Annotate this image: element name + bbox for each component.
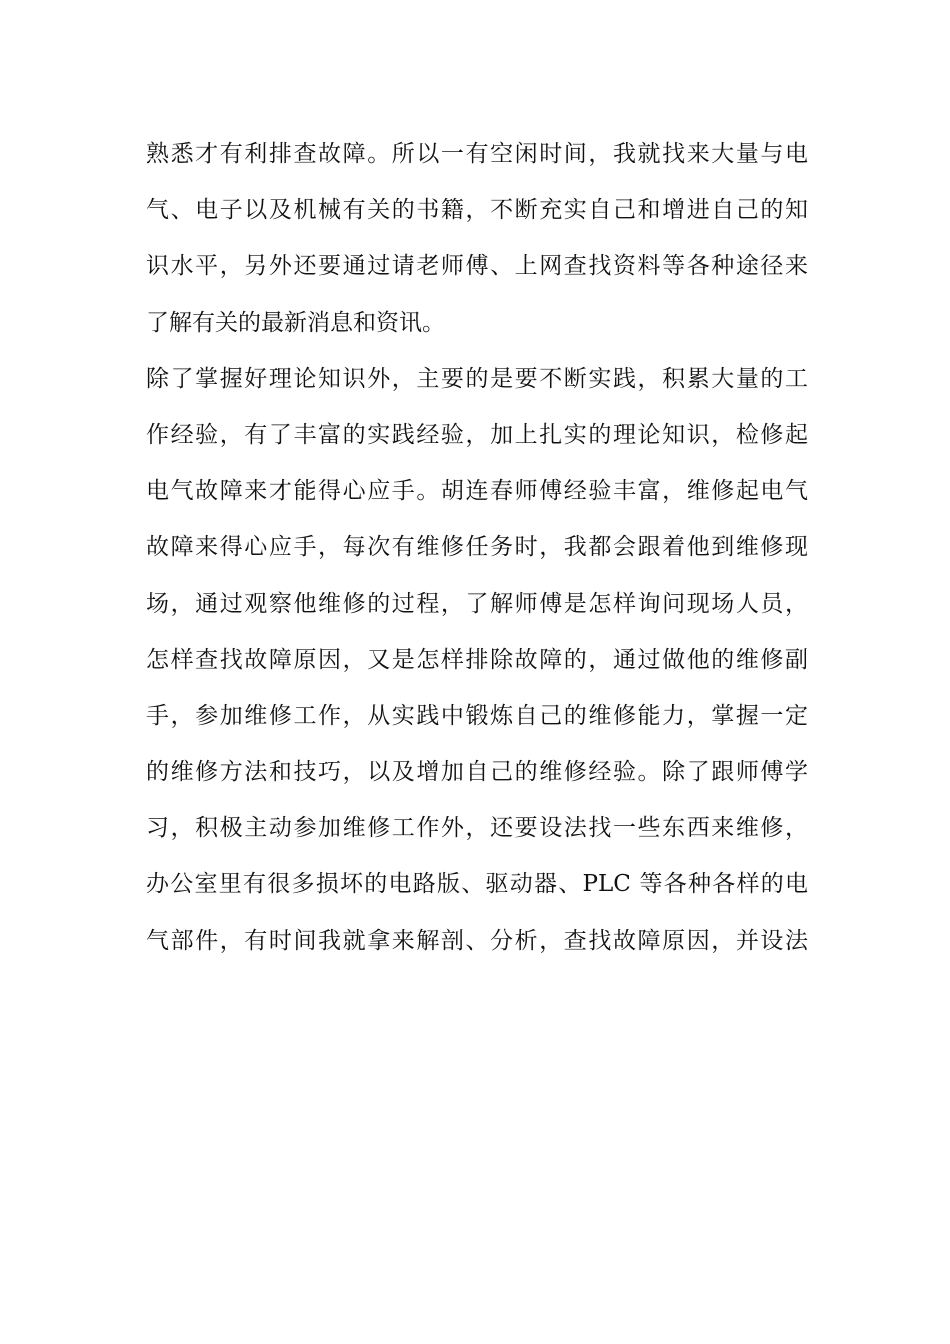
text-line: 除了掌握好理论知识外，主要的是要不断实践，积累大量的工 <box>146 365 808 392</box>
text-line: 识水平，另外还要通过请老师傅、上网查找资料等各种途径来 <box>146 253 808 280</box>
text-line: 电气故障来才能得心应手。胡连春师傅经验丰富，维修起电气 <box>146 478 808 505</box>
text-line: 作经验，有了丰富的实践经验，加上扎实的理论知识，检修起 <box>146 421 808 448</box>
text-line: 气部件，有时间我就拿来解剖、分析，查找故障原因，并设法 <box>146 927 808 954</box>
text-line: 的维修方法和技巧，以及增加自己的维修经验。除了跟师傅学 <box>146 759 808 786</box>
text-line: 办公室里有很多损坏的电路版、驱动器、PLC 等各种各样的电 <box>146 871 808 898</box>
text-line: 气、电子以及机械有关的书籍，不断充实自己和增进自己的知 <box>146 197 808 224</box>
text-line: 怎样查找故障原因，又是怎样排除故障的，通过做他的维修副 <box>146 646 808 673</box>
body-text <box>146 130 808 973</box>
text-line: 了解有关的最新消息和资讯。 <box>146 309 445 336</box>
text-line: 习，积极主动参加维修工作外，还要设法找一些东西来维修， <box>146 815 808 842</box>
text-line: 熟悉才有利排查故障。所以一有空闲时间，我就找来大量与电 <box>146 141 808 167</box>
text-line: 故障来得心应手，每次有维修任务时，我都会跟着他到维修现 <box>146 534 808 561</box>
text-line: 场，通过观察他维修的过程，了解师傅是怎样询问现场人员， <box>146 590 808 617</box>
text-line: 手，参加维修工作，从实践中锻炼自己的维修能力，掌握一定 <box>146 702 808 729</box>
